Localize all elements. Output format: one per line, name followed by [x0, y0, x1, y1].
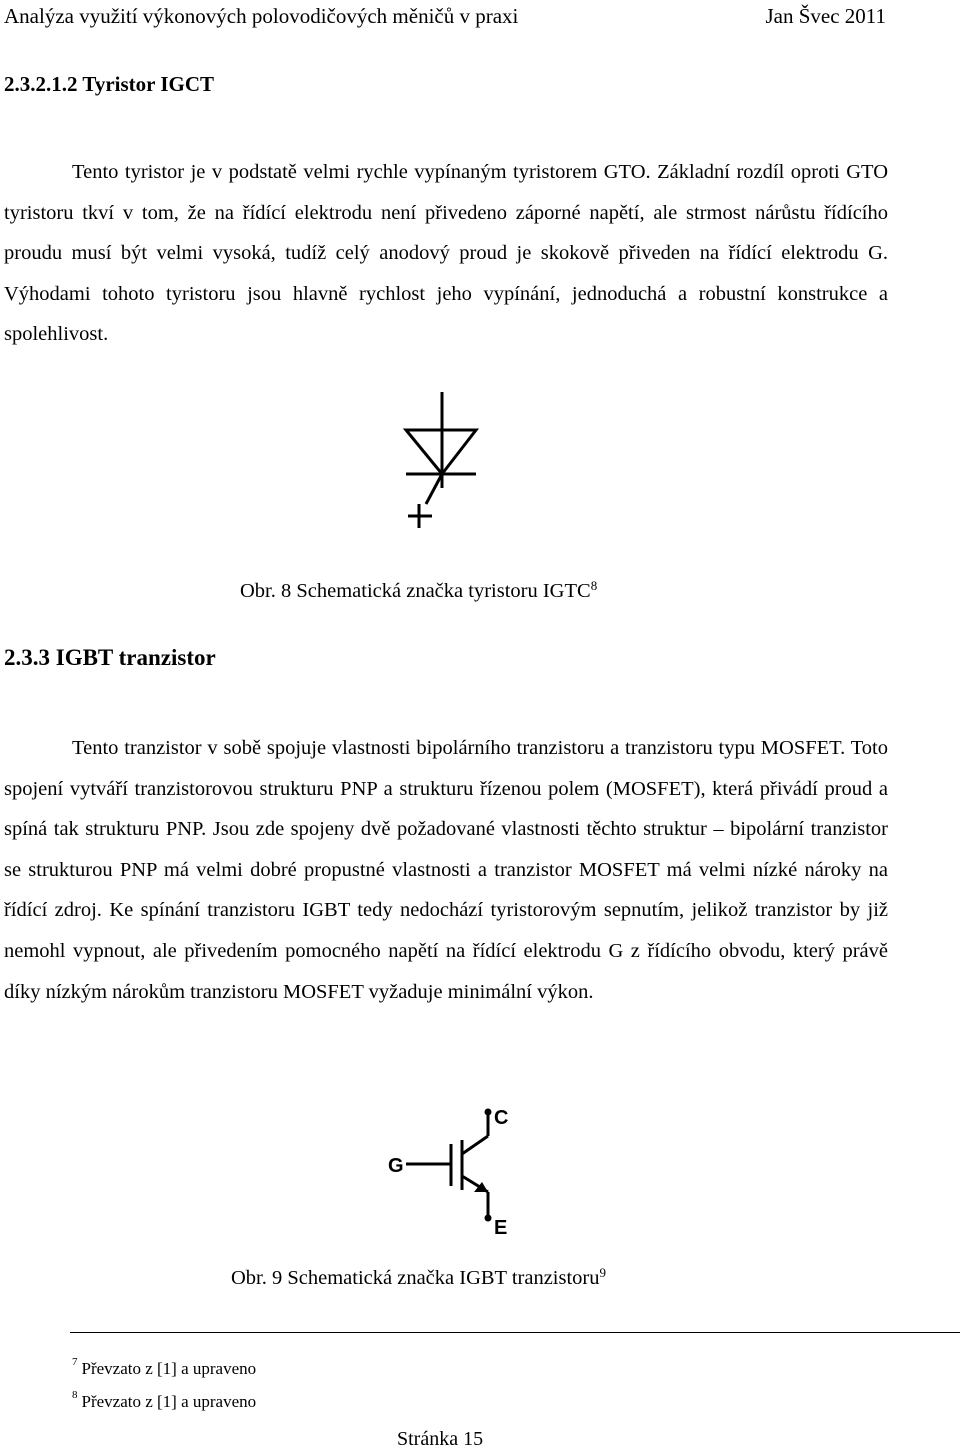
emitter-label: E	[494, 1217, 508, 1239]
igbt-transistor-symbol	[384, 1100, 524, 1242]
collector-label: C	[494, 1107, 509, 1129]
footnote-text: Převzato z [1] a upraveno	[81, 1359, 257, 1378]
footnote-ref-9: 9	[599, 1265, 606, 1280]
gate-label: G	[388, 1155, 404, 1177]
igct-thyristor-symbol	[398, 392, 488, 528]
paragraph-igbt: Tento tranzistor v sobě spojuje vlastnosti bipolárního tranzistoru a tranzistoru typu MOSFET. Toto spojení vytváří tranzistorovou strukturu PNP a strukturu řízenou polem (MOSFET), která přivádí proud a spíná tak strukturu PNP. Jsou zde spojeny dvě požadované vlastnosti těchto struktur – bipolární tranzistor se strukturou PNP má velmi dobré propustné vlastnosti a tranzistor MOSFET má velmi nízké nároky na řídící zdroj. Ke spínání tranzistoru IGBT tedy nedochází tyristorovým sepnutím, jelikož tranzistor by již nemohl vypnout, ale přivedením pomocného napětí na řídící elektrodu G z řídícího obvodu, který právě díky nízkým nárokům tranzistoru MOSFET vyžaduje minimální výkon.	[4, 737, 888, 1003]
footnote-8	[72, 1389, 257, 1412]
footnote-ref-8: 8	[590, 578, 598, 593]
section-heading-igct: 2.3.2.1.2 Tyristor IGCT	[4, 72, 215, 96]
footnote-7	[72, 1356, 257, 1379]
figure-caption-8: Obr. 8 Schematická značka tyristoru IGTC$^8$	[240, 578, 598, 602]
running-header-title: Analýza využití výkonových polovodičových měničů v praxi	[4, 4, 519, 28]
footnote-separator	[70, 1332, 960, 1333]
footnote-text: Převzato z [1] a upraveno	[81, 1392, 257, 1411]
page-number: Stránka 15	[397, 1428, 484, 1450]
paragraph-igct: Tento tyristor je v podstatě velmi rychle vypínaným tyristorem GTO. Základní rozdíl oproti GTO tyristoru tkví v tom, že na řídící elektrodu není přivedeno záporné napětí, ale strmost nárůstu řídícího proudu musí být velmi vysoká, tudíž celý anodový proud je skokově přiveden na řídící elektrodu G. Výhodami tohoto tyristoru jsou hlavně rychlost jeho vypínání, jednoduchá a robustní konstrukce a spolehlivost.	[4, 161, 888, 346]
figure-caption-9: Obr. 9 Schematická značka IGBT tranzistoru$^9$	[231, 1265, 606, 1289]
running-header-author: Jan Švec 2011	[765, 4, 886, 28]
footnote-number: 7	[72, 1356, 78, 1368]
footnote-number: 8	[72, 1389, 78, 1401]
section-heading-igbt: 2.3.3 IGBT tranzistor	[4, 645, 216, 670]
